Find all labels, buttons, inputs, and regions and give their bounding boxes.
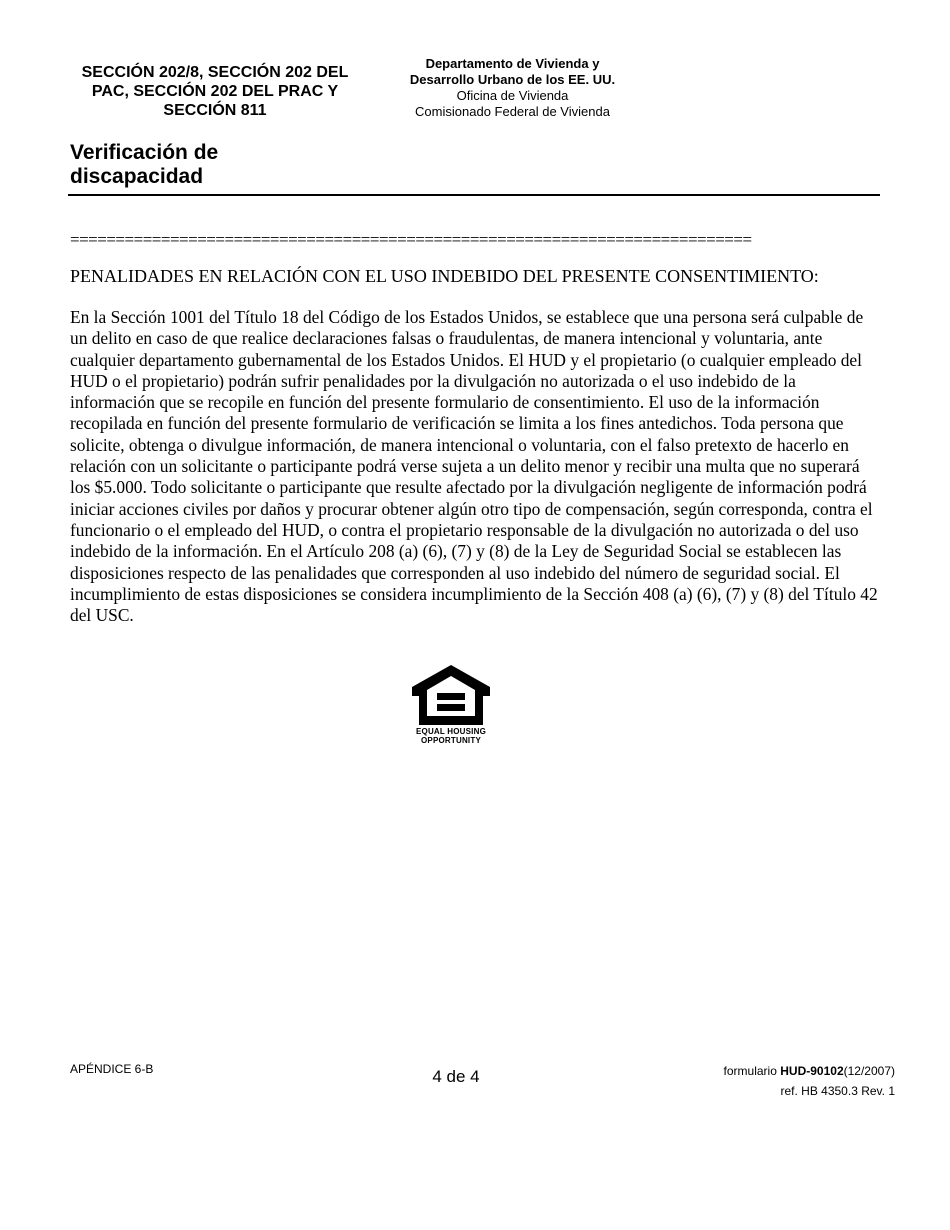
program-title: SECCIÓN 202/8, SECCIÓN 202 DEL PAC, SECCIÓN 202 DEL PRAC Y SECCIÓN 811 <box>81 64 349 119</box>
commissioner-name: Comisionado Federal de Vivienda <box>415 104 610 119</box>
form-id-line <box>724 1061 895 1081</box>
equal-housing-opportunity-icon <box>411 663 491 727</box>
department-name-line2: Desarrollo Urbano de los EE. UU. <box>409 72 616 87</box>
department-block <box>390 56 635 120</box>
penalties-paragraph: En la Sección 1001 del Título 18 del Código de los Estados Unidos, se establece que una persona será culpable de un delito en caso de que realice declaraciones falsas o fraudulentas, de manera intencional y voluntaria, ante cualquier departamento gubernamental de los Estados Unidos. El HUD y el propietario (o cualquier empleado del HUD o el propietario) podrán sufrir penalidades por la divulgación no autorizada o el uso indebido de la información que se recopile en función del presente formulario de consentimiento. El uso de la información recopilada en función del presente formulario de verificación se limita a los fines antedichos. Toda persona que solicite, obtenga o divulgue información, de manera intencional o voluntaria, con el falso pretexto de hacerlo en relación con un solicitante o participante podrá verse sujeta a un delito menor y recibir una multa que no superará los $5.000. Todo solicitante o participante que resulte afectado por la divulgación negligente de información podrá iniciar acciones civiles por daños y procurar obtener algún otro tipo de compensación, según corresponda, contra el funcionario o el empleado del HUD, o contra el propietario responsable de la divulgación no autorizada o del uso indebido de la información. En el Artículo 208 (a) (6), (7) y (8) de la Ley de Seguridad Social se establecen las disposiciones respecto de las penalidades que corresponden al uso indebido del número de seguridad social. El incumplimiento de estas disposiciones se considera incumplimiento de la Sección 408 (a) (6), (7) y (8) del Título 42 del USC. <box>70 307 878 626</box>
form-title: Verificación de discapacidad <box>70 141 219 188</box>
appendix-label: APÉNDICE 6-B <box>70 1062 154 1076</box>
office-name: Oficina de Vivienda <box>456 88 569 103</box>
header-divider <box>68 194 880 196</box>
form-prefix: formulario <box>723 1064 777 1078</box>
separator-line: =========================================================================== <box>70 230 752 249</box>
page-number: 4 de 4 <box>432 1067 480 1086</box>
logo-text-line1: EQUAL HOUSING <box>415 727 486 736</box>
equal-housing-logo <box>410 663 492 745</box>
logo-text-line2: OPPORTUNITY <box>421 736 481 745</box>
department-name-line1: Departamento de Vivienda y <box>425 56 600 71</box>
form-reference <box>724 1061 895 1101</box>
handbook-reference: ref. HB 4350.3 Rev. 1 <box>780 1084 895 1098</box>
form-date: (12/2007) <box>843 1064 895 1078</box>
form-id: HUD-90102 <box>780 1064 844 1078</box>
penalties-heading: PENALIDADES EN RELACIÓN CON EL USO INDEBIDO DEL PRESENTE CONSENTIMIENTO: <box>70 266 819 286</box>
